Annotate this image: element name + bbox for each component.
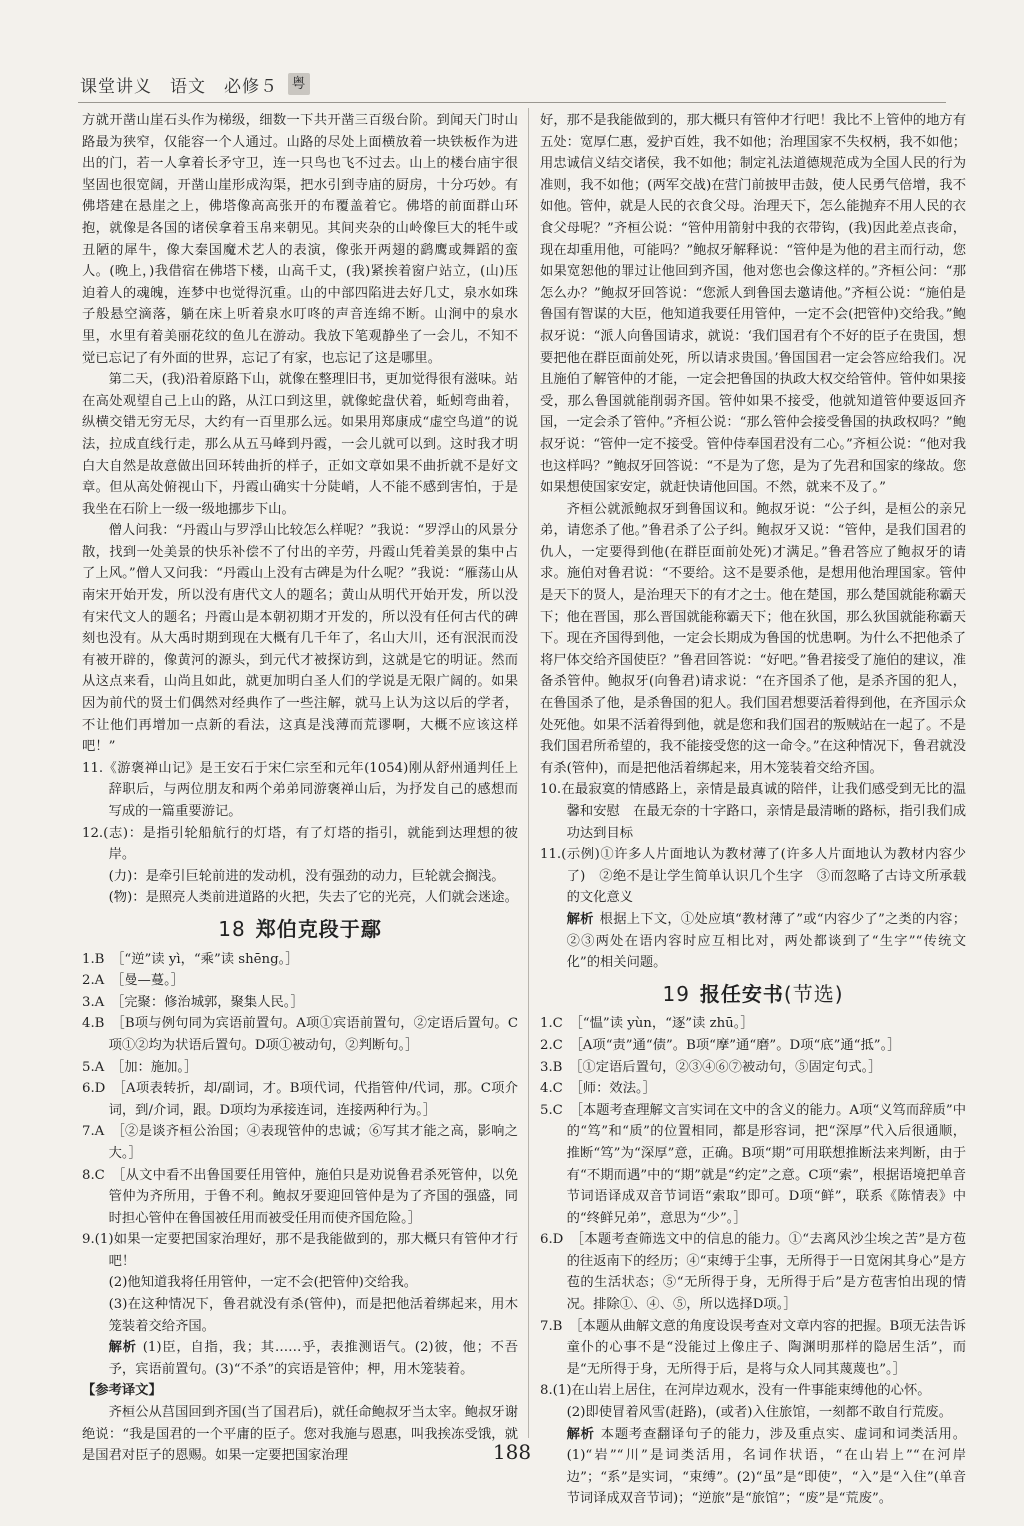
translation-paragraph: 第二天，(我)沿着原路下山，就像在整理旧书，更加觉得很有滋味。站在高处观望自己上山的路，从江口到这里，就像蛇盘伏着，蚯蚓弯曲着，纵横交错无穷无尽，大约有一百里那么远。如果用郑康成“虚空鸟道”的说法，拉成直线行走，那么从五马峰到丹霞，一会儿就可以到。这时我才明白大自然是故意做出回环转曲折的样子，正如文章如果不曲折就不是好文章。但从高处俯视山下，丹霞山确实十分陡峭，人不能不感到害怕，于是我坐在石阶上一级一级地挪步下山。 (82, 372, 518, 517)
answer-12-line: (力)：是牵引巨轮前进的发动机，没有强劲的动力，巨轮就会搁浅。 (108, 868, 505, 884)
answer-10: 10.在最寂寞的情感路上，亲情是最真诚的陪伴，让我们感受到无比的温馨和安慰 在最无奈的十字路口，亲情是最清晰的路标，指引我们成功达到目标 (540, 782, 966, 841)
analysis-8 (540, 1424, 966, 1510)
section-title-19 (540, 981, 966, 1006)
answer-item: 1.C ［“愠”读 yùn，“逐”读 zhū。］ (540, 1016, 754, 1032)
answer-12-line: (物)：是照亮人类前进道路的火把，失去了它的光亮，人们就会迷途。 (108, 890, 518, 906)
answer-item: 4.B ［B项与例句同为宾语前置句。A项①宾语前置句，②定语后置句。C项①②均为状语后置句。D项①被动句，②判断句。］ (82, 1016, 518, 1053)
header-divider (78, 102, 946, 103)
answer-item: 5.C ［本题考查理解文言实词在文中的含义的能力。A项“义笃而辞质”中的“笃”和“质”的位置相同，都是形容词，把“深厚”代入后很通顺，推断“笃”为“深厚”意，正确。B项“期”可用联想推断法来判断，由于有“不期而遇”中的“期”就是“约定”之意。C项“索”，根据语境把单音节词语译成双音节词语“索取”即可。D项“鲜”，联系《陈情表》中的“终鲜兄弟”，意思为“少”。］ (540, 1102, 966, 1226)
answer-8-line: (2)即使冒着风雪(赶路)，(或者)入住旅馆，一刻都不敢自行荒废。 (566, 1405, 952, 1421)
column-divider (528, 108, 529, 1438)
answer-item: 8.C ［从文中看不出鲁国要任用管仲，施伯只是劝说鲁君杀死管仲，以免管仲为齐所用，于鲁不利。鲍叔牙要迎回管仲是为了齐国的强盛，同时担心管仲在鲁国被任用而被受任用而使齐国危险。］ (82, 1167, 518, 1226)
section-name: 郑伯克段于鄢 (255, 916, 382, 941)
section-subtitle: (节选) (783, 981, 844, 1006)
answer-item: 7.B ［本题从曲解文意的角度设误考查对文章内容的把握。B项无法告诉童仆的心事不是“没能过上像庄子、陶渊明那样的隐居生活”，而是“无所得于身，无所得于后，是将与众人同其蔑蔑也”。］ (540, 1318, 966, 1377)
analysis-label: 解析 (566, 1426, 595, 1442)
page-header (80, 70, 310, 98)
reference-translation-label: 【参考译文】 (82, 1383, 162, 1399)
answer-11: 11.《游褒禅山记》是王安石于宋仁宗至和元年(1054)刚从舒州通判任上辞职后，与两位朋友和两个弟弟同游褒禅山后，为抒发自己的感想而写成的一篇重要游记。 (82, 760, 518, 819)
right-column (540, 110, 966, 1510)
analysis-text: 本题考查翻译句子的能力，涉及重点实、虚词和词类活用。(1)“岩”“川”是词类活用，名词作状语，“在山岩上”“在河岸边”；“系”是实词，“束缚”。(2)“虽”是“即使”，“入”是“入住”(单音节词译成双音节词)；“逆旅”是“旅馆”；“废”是“荒废”。 (566, 1426, 966, 1507)
section-title-18 (82, 916, 518, 941)
answer-item: 5.A ［加：施加。］ (82, 1059, 198, 1075)
translation-paragraph: 齐桓公就派鲍叔牙到鲁国议和。鲍叔牙说：“公子纠，是桓公的亲兄弟，请您杀了他。”鲁君杀了公子纠。鲍叔牙又说：“管仲，是我们国君的仇人，一定要得到他(在群臣面前处死)才满足。”鲁君答应了鲍叔牙的请求。施伯对鲁君说：“不要给。这不是要杀他，是想用他治理国家。管仲是天下的贤人，是治理天下的有才之士。他在楚国，那么楚国就能称霸天下；他在晋国，那么晋国就能称霸天下；他在狄国，那么狄国就能称霸天下。现在齐国得到他，一定会长期成为鲁国的忧患啊。为什么不把他杀了将尸体交给齐国使臣？”鲁君回答说：“好吧。”鲁君接受了施伯的建议，准备杀管仲。鲍叔牙(向鲁君)请求说：“在齐国杀了他，是杀齐国的犯人，在鲁国杀了他，是杀鲁国的犯人。我们国君想要活着得到他，在齐国示众处死他。如果不活着得到他，就是您和我们国君的叛贼站在一起了。不是我们国君所希望的，我不能接受您的这一命令。”在这种情况下，鲁君就没有杀(管仲)，而是把他活着绑起来，用木笼装着交给齐国。 (540, 501, 967, 776)
answer-12: 12.(志)：是指引轮船航行的灯塔，有了灯塔的指引，就能到达理想的彼岸。 (82, 825, 518, 863)
answer-item: 3.A ［完聚：修治城郭，聚集人民。］ (82, 994, 304, 1010)
answer-11: 11.(示例)①许多人片面地认为教材薄了(许多人片面地认为教材内容少了) ②绝不是让学生简单认识几个生字 ③而忽略了古诗文所承载的文化意义 (540, 847, 966, 906)
page-number: 188 (492, 1440, 532, 1464)
answer-item: 7.A ［②是谈齐桓公治国；④表现管仲的忠诚；⑥写其才能之高，影响之大。］ (82, 1124, 518, 1161)
left-column (82, 110, 518, 1467)
answer-item: 4.C ［师：效法。］ (540, 1081, 656, 1097)
analysis-label: 解析 (108, 1340, 137, 1356)
header-title: 课堂讲义 语文 必修５ (80, 76, 278, 97)
answer-item: 6.D ［A项表转折，却/副词，才。B项代词，代指管仲/代词，那。C项介词，到/介词，跟。D项均为承接连词，连接两种行为。］ (82, 1081, 518, 1118)
section-name: 报任安书 (699, 981, 784, 1006)
answer-9-line: (3)在这种情况下，鲁君就没有杀(管仲)，而是把他活着绑起来，用木笼装着交给齐国。 (108, 1297, 518, 1334)
answer-item: 3.B ［①定语后置句，②③④⑥⑦被动句，⑤固定句式。］ (540, 1059, 882, 1075)
analysis-9 (82, 1337, 518, 1380)
section-number: 18 (218, 916, 246, 941)
region-badge: 粤 (288, 73, 310, 95)
answer-9: 9.(1)如果一定要把国家治理好，那不是我能做到的，那大概只有管仲才行吧！ (82, 1232, 518, 1269)
section-number: 19 (662, 981, 690, 1006)
reference-translation-text: 齐桓公从莒国回到齐国(当了国君后)，就任命鲍叔牙当太宰。鲍叔牙谢绝说：“我是国君的一个平庸的臣子。您对我施与恩惠，叫我挨冻受饿，就是国君对臣子的恩赐。如果一定要把国家治理 (82, 1405, 518, 1464)
answer-item: 2.A ［曼—蔓。］ (82, 973, 185, 989)
answer-8: 8.(1)在山岩上居住，在河岸边观水，没有一件事能束缚他的心怀。 (540, 1383, 931, 1399)
answer-item: 6.D ［本题考查筛选文中的信息的能力。①“去离风沙尘埃之苦”是方苞的往返南下的经历；④“束缚于尘事，无所得于一日宽闲其身心”是方苞的生活状态；⑤“无所得于身，无所得于后”是方苞害怕出现的情况。排除①、④、⑤，所以选择D项。］ (540, 1232, 966, 1313)
analysis-label: 解析 (566, 911, 594, 927)
answer-item: 1.B ［“逆”读 yì，“乘”读 shēng。］ (82, 951, 299, 967)
analysis-text: (1)臣，自指，我；其……乎，表推测语气。(2)彼，他；不吾予，宾语前置句。(3)“不杀”的宾语是管仲；柙，用木笼装着。 (108, 1340, 519, 1377)
answer-9-line: (2)他知道我将任用管仲，一定不会(把管仲)交给我。 (108, 1275, 418, 1291)
answer-item: 2.C ［A项“责”通“债”。B项“摩”通“磨”。D项“底”通“抵”。］ (540, 1037, 901, 1053)
analysis-text: 根据上下文，①处应填“教材薄了”或“内容少了”之类的内容；②③两处在语内容时应互相比对，两处都谈到了“生字”“传统文化”的相关问题。 (566, 911, 966, 971)
translation-paragraph: 好，那不是我能做到的，那大概只有管仲才行吧！我比不上管仲的地方有五处：宽厚仁惠，爱护百姓，我不如他；治理国家不失权柄，我不如他；用忠诚信义结交诸侯，我不如他；制定礼法道德规范成为全国人民的行为准则，我不如他；(两军交战)在营门前披甲击鼓，使人民勇气倍增，我不如他。管仲，就是人民的衣食父母。治理天下，怎么能抛弃不用人民的衣食父母呢？”齐桓公说：“管仲用箭射中我的衣带钩，(我)因此差点丧命，现在却重用他，可能吗？”鲍叔牙解释说：“管仲是为他的君主而行动，您如果宽恕他的罪过让他回到齐国，他对您也会像这样的。”齐桓公问：“那怎么办？”鲍叔牙回答说：“您派人到鲁国去邀请他。”齐桓公说：“施伯是鲁国有智谋的大臣，他知道我要任用管仲，一定不会(把管仲)交给我。”鲍叔牙说：“派人向鲁国请求，就说：‘我们国君有个不好的臣子在贵国，想要把他在群臣面前处死，所以请求贵国。’鲁国国君一定会答应给我们。况且施伯了解管仲的才能，一定会把鲁国的执政大权交给管仲。管仲如果接受，那么鲁国就能削弱齐国。管仲如果不接受，他就知道管仲要返回齐国，一定会杀了管仲。”齐桓公说：“那么管仲会接受鲁国的执政权吗？”鲍叔牙说：“管仲一定不接受。管仲侍奉国君没有二心。”齐桓公说：“他对我也这样吗？”鲍叔牙回答说：“不是为了您，是为了先君和国家的缘故。您如果想使国家安定，就赶快请他回国。不然，就来不及了。” (540, 113, 966, 496)
analysis-11 (540, 909, 966, 974)
translation-paragraph: 僧人问我：“丹霞山与罗浮山比较怎么样呢？”我说：“罗浮山的风景分散，找到一处美景的快乐补偿不了付出的辛劳，丹霞山凭着美景的集中占了上风。”僧人又问我：“丹霞山上没有古碑是为什么呢？”我说：“雁荡山从南宋开始开发，所以没有唐代文人的题名；黄山从明代开始开发，所以没有宋代文人的题名；丹霞山是本朝初期才开发的，所以没有任何古代的碑刻也没有。从大禹时期到现在大概有几千年了，名山大川，还有泯泯而没有被开辟的，像黄河的源头，到元代才被探访到，这就是它的明证。然而从这点来看，山尚且如此，就更加明白圣人们的学说是无限广阔的。如果因为前代的贤士们偶然对经典作了一些注解，就马上认为这以后的学者，不让他们再增加一点新的看法，这真是浅薄而荒谬啊，大概不应该这样吧！” (82, 523, 518, 755)
translation-paragraph: 方就开凿山崖石头作为梯级，细数一下共开凿三百级台阶。到闻天门时山路最为狭窄，仅能容一个人通过。山路的尽处上面横放着一块铁板作为进出的门，若一人拿着长矛守卫，连一只鸟也飞不过去。山上的楼台庙宇很坚固也很宽阔，开凿山崖形成沟渠，把水引到寺庙的厨房，十分巧妙。有佛塔建在悬崖之上，佛塔像高高张开的布覆盖着它。佛塔的前面群山环抱，就像是各国的诸侯拿着玉帛来朝见。其间夹杂的山岭像巨大的牦牛或丑陋的犀牛，像大秦国魔术艺人的表演，像张开两翅的鹞鹰或舞蹈的蛮人。(晚上，)我借宿在佛塔下楼，山高千丈，(我)紧挨着窗户站立，(山)压迫着人的魂魄，连梦中也觉得沉重。山的中部四陷进去好几丈，泉水如珠子般悬空滴落，躺在床上听着泉水叮咚的声音连绵不断。山涧中的泉水里，水里有着美丽花纹的鱼儿在游动。我放下笔观静坐了一会儿，不知不觉已忘记了有外面的世界，忘记了有家，也忘记了这是哪里。 (82, 113, 518, 366)
